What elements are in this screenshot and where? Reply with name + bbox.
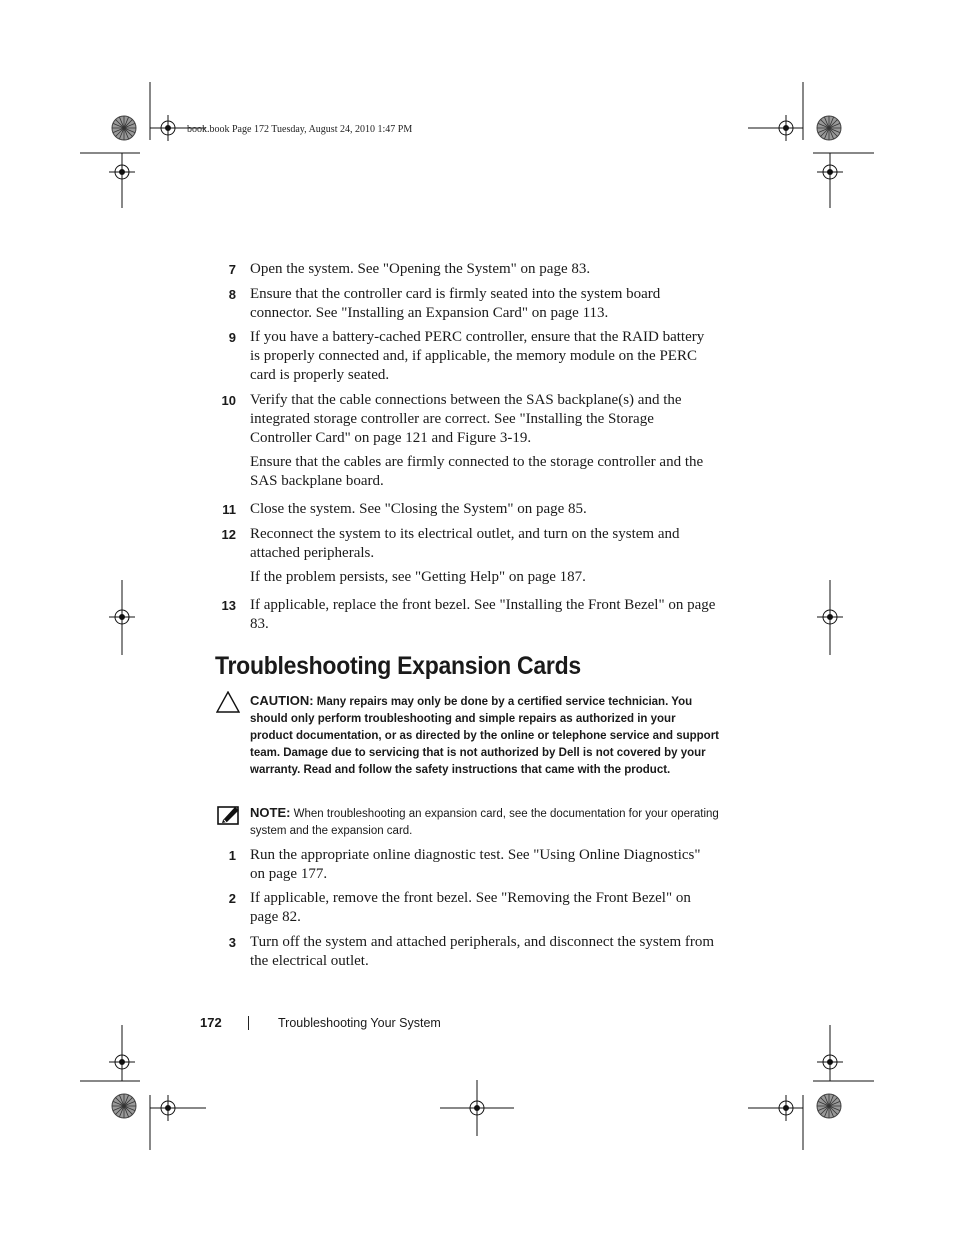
step-number: 10 [221,393,236,408]
footer-divider [248,1016,249,1030]
step-text: Ensure that the controller card is firmly seated into the system board connector. See "Installing an Expansion Card" on page 113. [250,286,661,321]
step-number: 9 [228,330,236,345]
step-text: If applicable, remove the front bezel. See "Removing the Front Bezel" on page 82. [250,890,691,925]
step-note-paragraph: If the problem persists, see "Getting Help" on page 187. [250,569,586,585]
step-number: 8 [228,287,236,302]
note-text: When troubleshooting an expansion card, see the documentation for your operating system and the expansion card. [250,808,719,837]
step-text: Verify that the cable connections between the SAS backplane(s) and the integrated storage controller are correct. See "Installing the Storage Controller Card" on page 121 and Figure 3-19. [250,392,682,446]
step-note-paragraph: Ensure that the cables are firmly connected to the storage controller and the SAS backplane board. [250,454,704,489]
step-number: 7 [228,262,236,277]
step-number: 13 [221,598,236,613]
section-heading: Troubleshooting Expansion Cards [215,652,581,680]
footer-section-title: Troubleshooting Your System [278,1016,441,1030]
step-text: If you have a battery-cached PERC controller, ensure that the RAID battery is properly connected and, if applicable, the memory module on the PERC card is properly seated. [250,329,705,383]
caution-text: Many repairs may only be done by a certified service technician. You should only perform troubleshooting and simple repairs as authorized in your product documentation, or as directed by the online or telephone service and support team. Damage due to servicing that is not authorized by Dell is not covered by your warranty. Read and follow the safety instructions that came with the product. [250,696,720,776]
caution-icon [216,691,240,713]
step-text: Open the system. See "Opening the System" on page 83. [250,261,591,277]
step-text: Turn off the system and attached peripherals, and disconnect the system from the electrical outlet. [250,934,715,969]
step-text: Close the system. See "Closing the System" on page 85. [250,501,587,517]
step-number: 12 [221,527,236,542]
step-number: 3 [228,935,236,950]
page-number: 172 [200,1015,222,1030]
note-label: NOTE: [250,805,291,820]
step-text: Reconnect the system to its electrical outlet, and turn on the system and attached peripherals. [250,526,680,561]
step-text: If applicable, replace the front bezel. See "Installing the Front Bezel" on page 83. [250,597,716,632]
caution-callout [250,692,720,779]
step-number: 11 [222,502,236,517]
step-number: 2 [228,891,236,906]
caution-label: CAUTION: [250,693,314,708]
step-text: Run the appropriate online diagnostic test. See "Using Online Diagnostics" on page 177. [250,847,701,882]
print-slug: book.book Page 172 Tuesday, August 24, 2010 1:47 PM [187,124,413,135]
step-number: 1 [228,848,236,863]
note-icon [217,805,241,825]
note-callout [250,804,720,840]
